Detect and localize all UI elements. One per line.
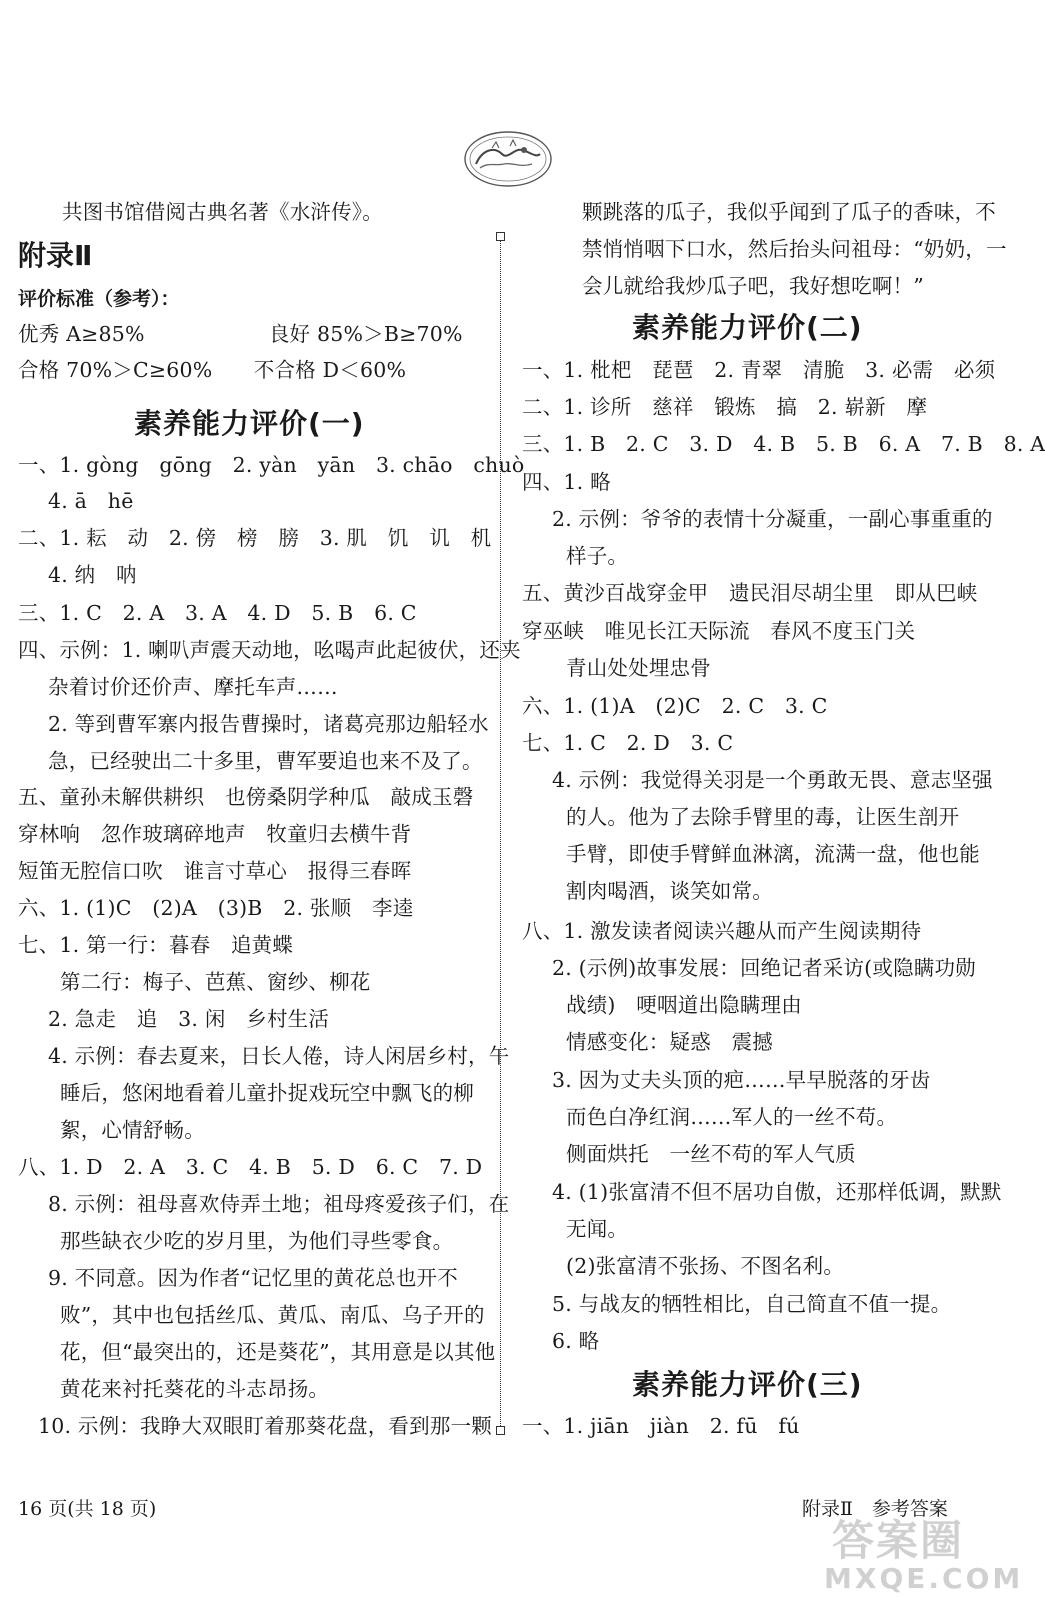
text-line: 2. 等到曹军寨内报告曹操时，诸葛亮那边船轻水 [48,712,489,736]
text-line: 八、1. 激发读者阅读兴趣从而产生阅读期待 [522,919,922,943]
text-line: 第二行：梅子、芭蕉、窗纱、柳花 [60,970,371,994]
section-heading-three: 素养能力评价(三) [632,1368,863,1401]
dragon-emblem-icon [462,128,554,190]
text-line: 睡后，悠闲地看着儿童扑捉戏玩空中飘飞的柳 [60,1081,474,1105]
text-line: 而色白净红润……军人的一丝不苟。 [566,1105,898,1129]
text-line: 一、1. gòng gōng 2. yàn yān 3. chāo chuò [18,453,525,477]
text-line: 2. 示例：爷爷的表情十分凝重，一副心事重重的 [552,507,993,531]
text-line: 5. 与战友的牺牲相比，自己简直不值一提。 [552,1292,952,1316]
text-line: 七、1. C 2. D 3. C [522,731,734,755]
text-line: 花，但“最突出的，还是葵花”，其用意是以其他 [60,1340,496,1364]
text-line: 样子。 [566,544,629,568]
section-heading-two: 素养能力评价(二) [632,311,863,344]
text-line: 三、1. C 2. A 3. A 4. D 5. B 6. C [18,601,417,625]
text-line: 3. 因为丈夫头顶的疤……早早脱落的牙齿 [552,1068,931,1092]
text-line: 穿林响 忽作玻璃碎地声 牧童归去横牛背 [18,822,412,846]
text-line: 无闻。 [566,1217,629,1241]
text-line: 黄花来衬托葵花的斗志昂扬。 [60,1377,330,1401]
text-line: 败”，其中也包括丝瓜、黄瓜、南瓜、乌子开的 [60,1303,485,1327]
text-line: 手臂，即使手臂鲜血淋漓，流满一盘，他也能 [566,842,980,866]
text-line: 合格 70%＞C≥60% 不合格 D＜60% [18,358,407,382]
text-line: 杂着讨价还价声、摩托车声…… [48,675,338,699]
text-line: 4. 示例：我觉得关羽是一个勇敢无畏、意志坚强 [552,768,993,792]
column-divider [500,236,501,1428]
criteria-title: 评价标准（参考）： [18,288,180,310]
text-line: 禁悄悄咽下口水，然后抬头问祖母：“奶奶，一 [582,237,1007,261]
text-line: 4. 示例：春去夏来，日长人倦，诗人闲居乡村，午 [48,1044,510,1068]
text-line: 6. 略 [552,1329,600,1353]
text-line: 二、1. 诊所 慈祥 锻炼 搞 2. 崭新 摩 [522,395,928,419]
text-line: 青山处处埋忠骨 [566,656,711,680]
text-line: 一、1. 枇杷 琵琶 2. 青翠 清脆 3. 必需 必须 [522,358,996,382]
text-line: 颗跳落的瓜子，我似乎闻到了瓜子的香味，不 [582,200,996,224]
text-line: 2. 急走 追 3. 闲 乡村生活 [48,1007,330,1031]
text-line: 战绩) 哽咽道出隐瞒理由 [566,993,802,1017]
text-line: 2. (示例)故事发展：回绝记者采访(或隐瞒功勋 [552,956,976,980]
divider-square-bottom [496,1426,505,1435]
text-line: 四、示例：1. 喇叭声震天动地，吆喝声此起彼伏，还夹 [18,638,521,662]
text-line: 情感变化：疑惑 震撼 [566,1030,773,1054]
text-line: 4. ā hē [48,489,134,513]
divider-square-top [496,232,505,241]
footer-label: 附录Ⅱ 参考答案 [802,1498,948,1520]
text-line: 9. 不同意。因为作者“记忆里的黄花总也开不 [48,1266,458,1290]
text-line: 三、1. B 2. C 3. D 4. B 5. B 6. A 7. B 8. A [522,432,1045,456]
text-line: 那些缺衣少吃的岁月里，为他们寻些零食。 [60,1229,454,1253]
text-line: 穿巫峡 唯见长江天际流 春风不度玉门关 [522,619,916,643]
appendix-title: 附录Ⅱ [18,239,93,272]
text-line: 二、1. 耘 动 2. 傍 榜 膀 3. 肌 饥 讥 机 [18,526,492,550]
text-line: 4. (1)张富清不但不居功自傲，还那样低调，默默 [552,1180,1002,1204]
text-line: 的人。他为了去除手臂里的毒，让医生剖开 [566,805,960,829]
watermark-text: 答案圈 [832,1516,965,1565]
text-line: 五、黄沙百战穿金甲 遗民泪尽胡尘里 即从巴峡 [522,581,978,605]
text-line: 会儿就给我炒瓜子吧，我好想吃啊！” [582,274,924,298]
text-line: 八、1. D 2. A 3. C 4. B 5. D 6. C 7. D [18,1155,483,1179]
section-heading-one: 素养能力评价(一) [134,407,365,440]
text-line: 10. 示例：我睁大双眼盯着那葵花盘，看到那一颗 [38,1414,492,1438]
text-line: 七、1. 第一行：暮春 追黄蝶 [18,933,294,957]
text-line: 4. 纳 呐 [48,563,137,587]
text-line: 五、童孙未解供耕织 也傍桑阴学种瓜 敲成玉磬 [18,785,474,809]
text-line: 共图书馆借阅古典名著《水浒传》。 [62,200,383,224]
text-line: 侧面烘托 一丝不苟的军人气质 [566,1142,856,1166]
text-line: 短笛无腔信口吹 谁言寸草心 报得三春晖 [18,859,412,883]
text-line: 急，已经驶出二十多里，曹军要追也来不及了。 [48,749,483,773]
text-line: 8. 示例：祖母喜欢侍弄土地；祖母疼爱孩子们，在 [48,1192,510,1216]
watermark [818,1516,1024,1598]
watermark-url: MXQE.COM [824,1562,1024,1595]
text-line: 六、1. (1)C (2)A (3)B 2. 张顺 李逵 [18,896,414,920]
text-line: 六、1. (1)A (2)C 2. C 3. C [522,694,828,718]
text-line: 四、1. 略 [522,470,611,494]
text-line: 优秀 A≥85% 良好 85%＞B≥70% [18,322,463,346]
text-line: 一、1. jiān jiàn 2. fū fú [522,1414,800,1438]
text-line: 絮，心情舒畅。 [60,1118,205,1142]
text-line: (2)张富清不张扬、不图名利。 [566,1254,845,1278]
text-line: 割肉喝酒，谈笑如常。 [566,879,773,903]
page-number: 16 页(共 18 页) [18,1498,157,1520]
